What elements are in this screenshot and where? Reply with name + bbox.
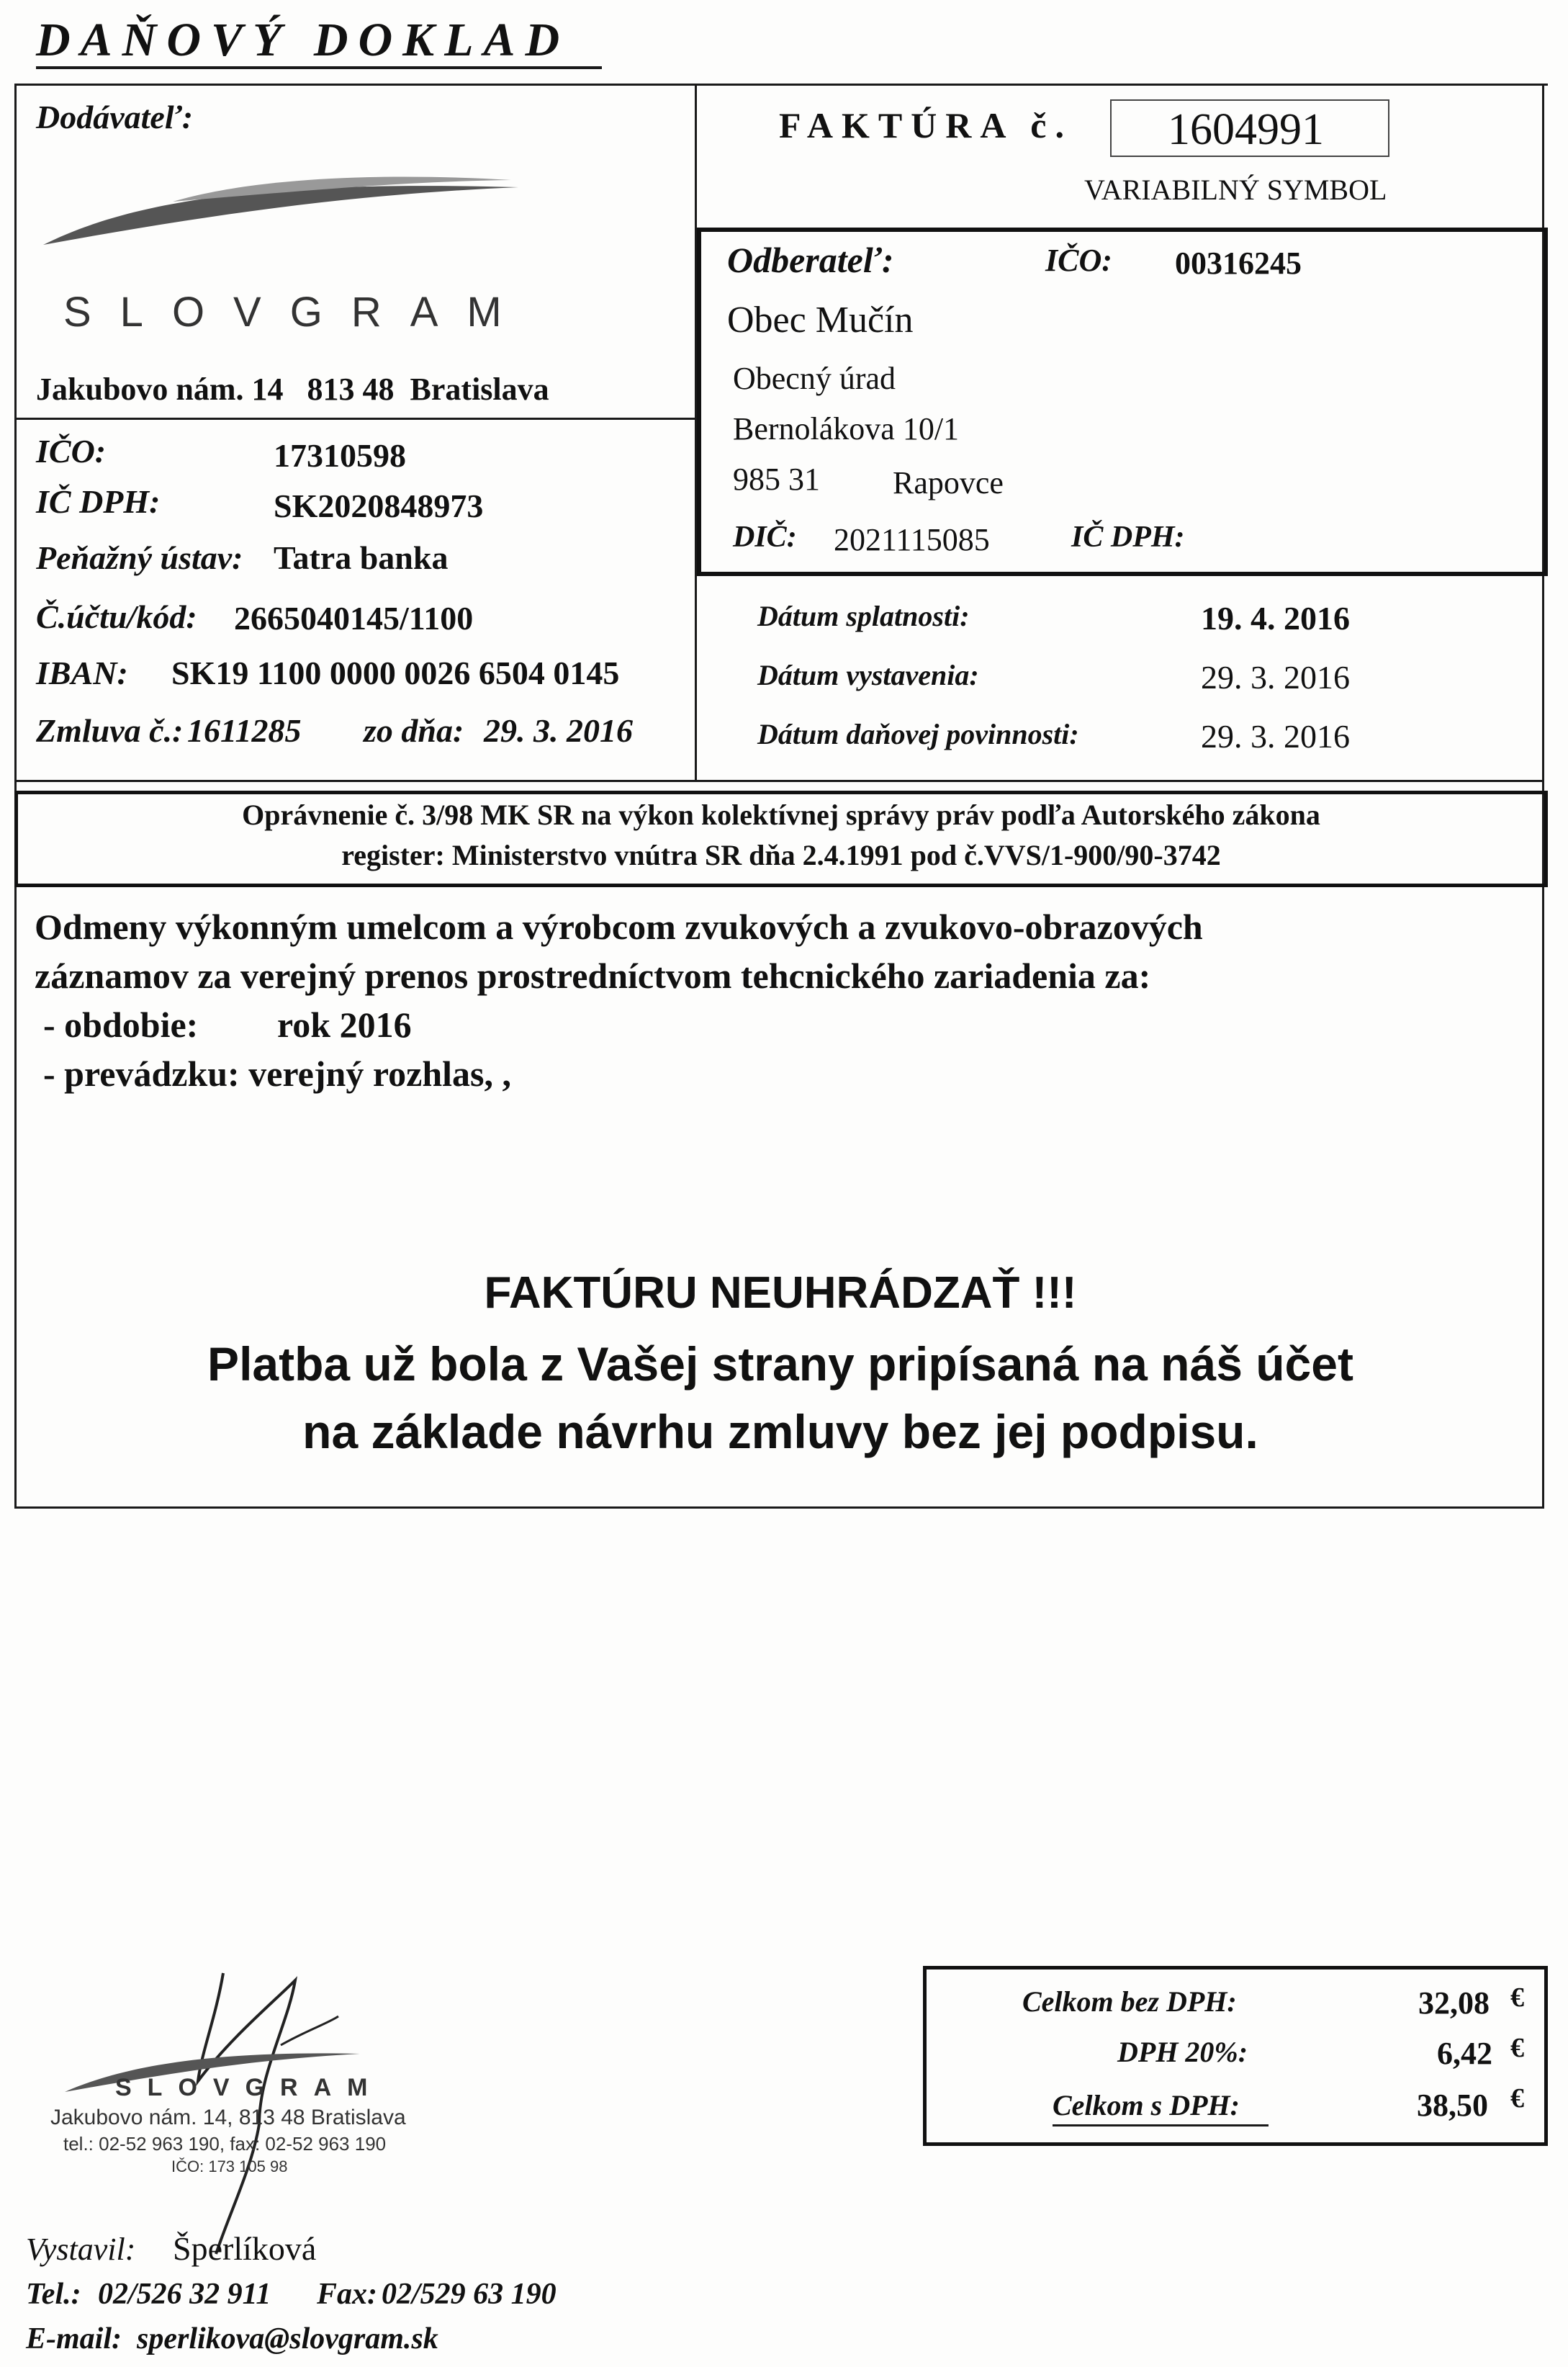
invoice-number: 1604991	[1168, 105, 1324, 154]
body-line1: Odmeny výkonným umelcom a výrobcom zvukových a zvukovo-obrazových	[35, 907, 1203, 947]
body-period-value: rok 2016	[277, 1005, 412, 1045]
due-date-value: 19. 4. 2016	[1201, 600, 1350, 637]
customer-heading: Odberateľ:	[727, 240, 894, 280]
total-net-currency: €	[1510, 1982, 1524, 2013]
supplier-contract-no: 1611285	[187, 712, 302, 749]
frame-bottom	[14, 1506, 1544, 1509]
total-gross-value: 38,50	[1417, 2088, 1488, 2123]
supplier-icdph-label: IČ DPH:	[36, 483, 161, 520]
frame-top	[16, 84, 1548, 86]
body-line2: záznamov za verejný prenos prostredníctvom tehcnického zariadenia za:	[35, 956, 1151, 996]
issue-date-value: 29. 3. 2016	[1201, 659, 1350, 696]
header-bottom-line	[16, 780, 1544, 782]
customer-zip: 985 31	[733, 462, 820, 497]
stamp-ico: IČO: 173 105 98	[171, 2157, 288, 2175]
issue-date-label: Dátum vystavenia:	[757, 659, 979, 691]
customer-city: Rapovce	[893, 465, 1004, 500]
customer-dic-label: DIČ:	[733, 521, 797, 554]
supplier-contract-date-label: zo dňa:	[364, 712, 464, 749]
total-gross-currency: €	[1510, 2083, 1524, 2114]
customer-ico-value: 00316245	[1175, 246, 1302, 281]
total-gross-label: Celkom s DPH:	[1053, 2089, 1240, 2121]
supplier-ico-value: 17310598	[274, 437, 406, 474]
title-underline	[36, 66, 602, 69]
body-period-label: - obdobie:	[43, 1005, 199, 1045]
supplier-iban-value: SK19 1100 0000 0026 6504 0145	[171, 655, 620, 691]
supplier-heading: Dodávateľ:	[36, 99, 194, 135]
tax-date-value: 29. 3. 2016	[1201, 718, 1350, 755]
supplier-divider	[16, 418, 696, 420]
customer-line1: Obecný úrad	[733, 361, 896, 396]
stamp-address: Jakubovo nám. 14, 813 48 Bratislava	[50, 2106, 406, 2129]
supplier-icdph-value: SK2020848973	[274, 488, 484, 524]
customer-name: Obec Mučín	[727, 300, 914, 341]
customer-line2: Bernolákova 10/1	[733, 411, 960, 446]
customer-ico-label: IČO:	[1045, 243, 1112, 278]
footer-tel: 02/526 32 911	[98, 2278, 271, 2311]
total-vat-currency: €	[1510, 2033, 1524, 2063]
supplier-address: Jakubovo nám. 14 813 48 Bratislava	[36, 372, 549, 407]
footer-email-label: E-mail:	[26, 2322, 122, 2355]
footer-issuer: Šperlíková	[173, 2230, 317, 2267]
customer-dic-value: 2021115085	[834, 522, 990, 557]
notice-line2: Platba už bola z Vašej strany pripísaná na náš účet	[207, 1337, 1353, 1391]
invoice-label: FAKTÚRA č.	[779, 105, 1073, 145]
total-vat-value: 6,42	[1437, 2036, 1492, 2071]
total-vat-label: DPH 20%:	[1117, 2036, 1248, 2068]
total-net-label: Celkom bez DPH:	[1022, 1985, 1237, 2018]
notice-line1: FAKTÚRU NEUHRÁDZAŤ !!!	[484, 1268, 1077, 1318]
supplier-logo-text: SLOVGRAM	[63, 289, 531, 336]
footer-fax: 02/529 63 190	[382, 2278, 557, 2311]
supplier-contract-date: 29. 3. 2016	[484, 712, 633, 749]
stamp-logo-text: SLOVGRAM	[115, 2074, 384, 2101]
tax-date-label: Dátum daňovej povinnosti:	[757, 718, 1079, 750]
supplier-iban-label: IBAN:	[36, 655, 128, 691]
supplier-account-label: Č.účtu/kód:	[36, 598, 197, 635]
body-operation: - prevádzku: verejný rozhlas, ,	[43, 1054, 511, 1094]
supplier-account-value: 2665040145/1100	[234, 600, 474, 637]
footer-email: sperlikova@slovgram.sk	[137, 2322, 438, 2355]
permission-line2: register: Ministerstvo vnútra SR dňa 2.4.1991 pod č.VVS/1-900/90-3742	[341, 839, 1221, 871]
permission-line1: Oprávnenie č. 3/98 MK SR na výkon kolektívnej správy práv podľa Autorského zákona	[242, 799, 1320, 831]
variable-symbol-label: VARIABILNÝ SYMBOL	[1084, 174, 1387, 206]
stamp-phone: tel.: 02-52 963 190, fax: 02-52 963 190	[63, 2133, 387, 2155]
supplier-contract-label: Zmluva č.:	[36, 712, 184, 749]
notice-line3: na základe návrhu zmluvy bez jej podpisu.	[302, 1405, 1258, 1458]
slovgram-logo-icon	[43, 173, 533, 252]
total-gross-underline	[1053, 2124, 1269, 2126]
footer-tel-label: Tel.:	[26, 2278, 81, 2311]
total-net-value: 32,08	[1418, 1985, 1490, 2021]
supplier-ico-label: IČO:	[36, 433, 107, 470]
supplier-bank-value: Tatra banka	[274, 539, 449, 576]
customer-icdph-label: IČ DPH:	[1071, 521, 1185, 554]
document-title: DAŇOVÝ DOKLAD	[36, 14, 570, 66]
due-date-label: Dátum splatnosti:	[757, 600, 970, 632]
supplier-bank-label: Peňažný ústav:	[36, 539, 243, 576]
footer-fax-label: Fax:	[317, 2278, 377, 2311]
footer-issuer-label: Vystavil:	[26, 2232, 136, 2267]
